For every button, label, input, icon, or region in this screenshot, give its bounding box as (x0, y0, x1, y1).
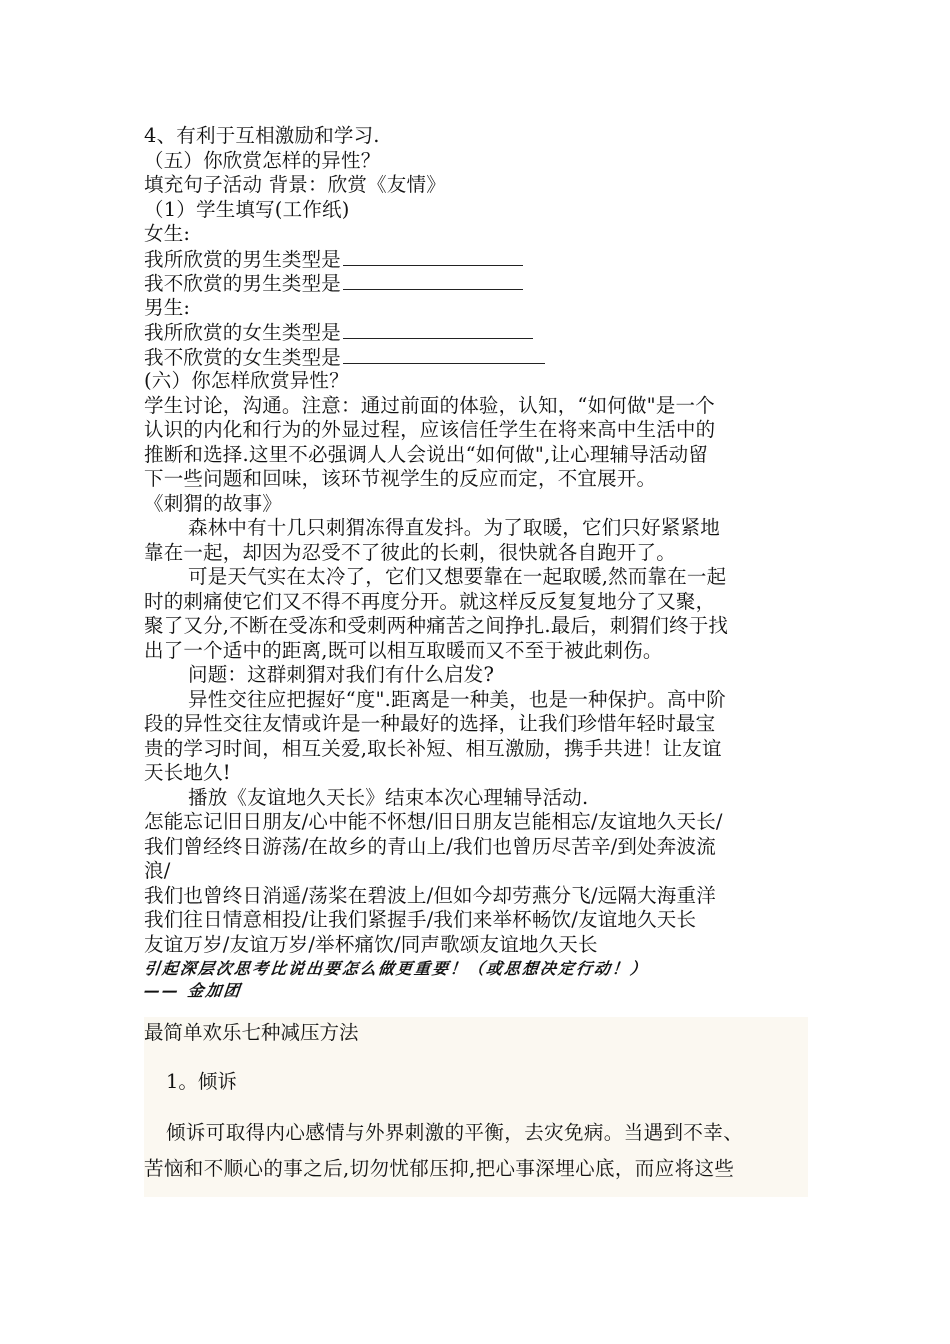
fill-in-label: 我所欣赏的男生类型是 (144, 247, 342, 271)
fill-in-blank (343, 247, 523, 266)
lyrics-line: 我们往日情意相投/让我们紧握手/我们来举杯畅饮/友谊地久天长 (144, 908, 697, 931)
text-line: 男生: (144, 295, 191, 319)
section-title: 最简单欢乐七种减压方法 (144, 1021, 359, 1044)
fill-in-line (144, 247, 808, 272)
text-line: 靠在一起，却因为忍受不了彼此的长刺，很快就各自跑开了。 (144, 540, 676, 564)
list-item-heading: 1。倾诉 (166, 1070, 237, 1093)
fill-in-blank (343, 320, 533, 339)
lyrics-line: 我们也曾终日消遥/荡桨在碧波上/但如今却劳燕分飞/远隔大海重洋 (144, 883, 716, 907)
quote-attribution: —— 金加团 (143, 981, 243, 1000)
text-line: 学生讨论，沟通。注意：通过前面的体验，认知，“如何做"是一个 (144, 393, 715, 417)
text-line: 推断和选择.这里不必强调人人会说出“如何做",让心理辅导活动留 (144, 442, 709, 466)
paragraph-line: 倾诉可取得内心感情与外界刺激的平衡，去灾免病。当遇到不幸、 (166, 1121, 744, 1144)
fill-in-label: 我不欣赏的女生类型是 (144, 345, 342, 369)
text-line: 播放《友谊地久天长》结束本次心理辅导活动. (188, 785, 589, 809)
lyrics-line: 怎能忘记旧日朋友/心中能不怀想/旧日朋友岂能相忘/友谊地久天长/ (144, 810, 723, 833)
text-line: 天长地久! (144, 761, 231, 784)
text-line: 填充句子活动 背景：欣赏《友情》 (144, 173, 446, 196)
fill-in-line (144, 320, 808, 345)
quote-line: 引起深层次思考比说出要怎么做更重要！（或思想决定行动！） (143, 959, 650, 978)
text-line: 女生: (144, 222, 191, 245)
lyrics-line: 我们曾经终日游荡/在故乡的青山上/我们也曾历尽苦辛/到处奔波流 (144, 834, 716, 858)
text-line: 段的异性交往友情或许是一种最好的选择，让我们珍惜年轻时最宝 (144, 712, 716, 735)
text-line: 聚了又分,不断在受冻和受刺两种痛苦之间挣扎.最后，刺猬们终于找 (144, 614, 729, 637)
lyrics-line: 浪/ (144, 859, 171, 882)
fill-in-line (144, 345, 808, 370)
text-line: 森林中有十几只刺猬冻得直发抖。为了取暖，它们只好紧紧地 (188, 516, 720, 539)
text-line: 时的刺痛使它们又不得不再度分开。就这样反反复复地分了又聚， (144, 589, 716, 613)
lyrics-line: 友谊万岁/友谊万岁/举杯痛饮/同声歌颂友谊地久天长 (144, 932, 598, 956)
fill-in-blank (343, 271, 523, 290)
text-line: 贵的学习时间，相互关爱,取长补短、相互激励，携手共进！让友谊 (144, 736, 722, 760)
fill-in-label: 我不欣赏的男生类型是 (144, 272, 342, 295)
text-line: （1）学生填写(工作纸) (144, 197, 350, 221)
text-line: 可是天气实在太冷了，它们又想要靠在一起取暖,然而靠在一起 (188, 565, 727, 588)
text-line: 出了一个适中的距离,既可以相互取暖而又不至于被此刺伤。 (144, 638, 663, 662)
text-line: 异性交往应把握好“度".距离是一种美，也是一种保护。高中阶 (188, 687, 726, 711)
stress-relief-section (144, 1017, 808, 1197)
fill-in-line (144, 271, 808, 296)
story-title: 《刺猬的故事》 (144, 491, 282, 515)
fill-in-blank (343, 345, 545, 364)
fill-in-label: 我所欣赏的女生类型是 (144, 321, 342, 344)
text-line: 下一些问题和回味，该环节视学生的反应而定，不宜展开。 (144, 467, 657, 490)
paragraph-line: 苦恼和不顺心的事之后,切勿忧郁压抑,把心事深埋心底，而应将这些 (144, 1157, 735, 1180)
text-line: 4、有利于互相激励和学习. (144, 124, 380, 147)
section-heading: (六）你怎样欣赏异性？ (144, 369, 349, 392)
section-heading: （五）你欣赏怎样的异性？ (144, 148, 381, 172)
text-line: 认识的内化和行为的外显过程，应该信任学生在将来高中生活中的 (144, 418, 716, 441)
question-line: 问题：这群刺猬对我们有什么启发? (188, 663, 495, 686)
document-body (144, 124, 808, 1001)
